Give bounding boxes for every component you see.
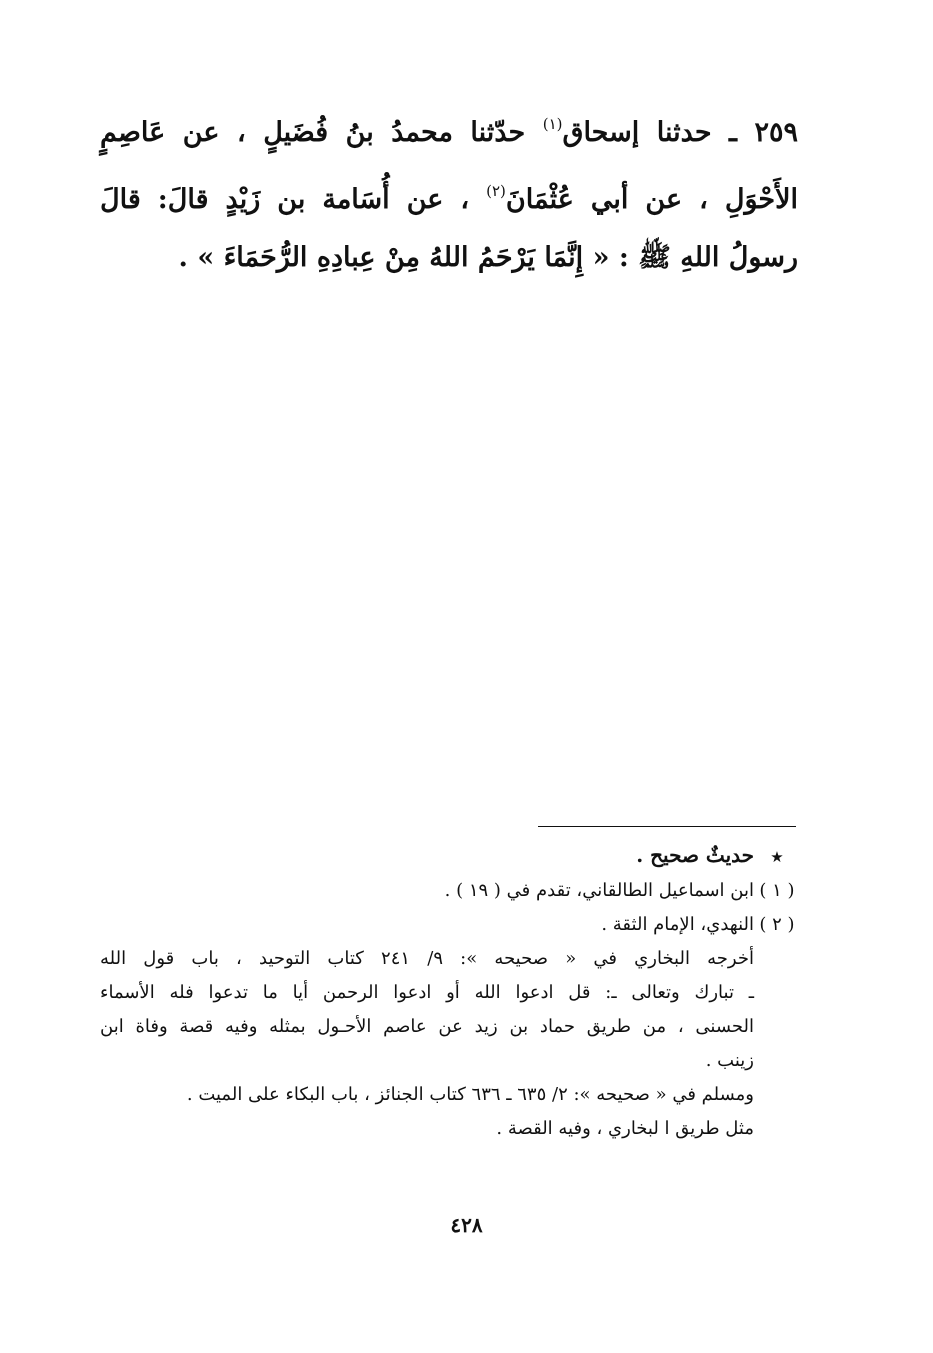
takhrij-line: ومسلم في « صحيحه »: ٢/ ٦٣٥ ـ ٦٣٦ كتاب الجنائز ، باب البكاء على الميت . [186,1084,754,1105]
takhrij-line: زينب . [705,1050,754,1071]
takhrij-line: الحسنى ، من طريق حماد بن زيد عن عاصم الأحـول بمثله وفيه قصة وفاة ابن [100,1016,754,1037]
hadith-line-1 [100,95,798,162]
footnote-2 [100,908,800,942]
takhrij-line: مثل طريق ا لبخاري ، وفيه القصة . [496,1118,754,1139]
footnote-separator [538,826,796,827]
hadith-line-2-end: ، عن أُسَامة بن زَيْدٍ قالَ: قالَ [100,184,487,215]
hadith-line-1-end: حدّثنا محمدُ بنُ فُضَيلٍ ، عن عَاصِمٍ [100,117,543,148]
page-number: ٤٢٨ [450,1213,483,1237]
takhrij-muslim [100,1078,754,1146]
footnote-1-text: ابن اسماعيل الطالقاني، تقدم في ( ١٩ ) . [444,880,754,901]
footnote-2-number: ( ٢ ) [759,914,795,935]
hadith-line-3: رسولُ اللهِ ﷺ : « إِنَّمَا يَرْحَمُ اللهُ مِنْ عِبادِهِ الرُّحَمَاءَ » . [178,242,798,273]
hadith-line-1-start: ٢٥٩ ـ حدثنا إسحاق [562,117,798,148]
footnote-ref-1: (١) [542,115,563,133]
hadith-line-2-start: الأَحْوَلِ ، عن أبي عُثْمَانَ [505,184,798,215]
footnote-2-text: النهدي، الإمام الثقة . [601,914,754,935]
grade-text: حديثٌ صحيح . [636,843,754,867]
takhrij-bukhari [100,942,754,1078]
star-icon: ★ [770,848,784,866]
footnote-ref-2: (٢) [486,182,506,200]
takhrij-line: ـ تبارك وتعالى ـ: قل ادعوا الله أو ادعوا الرحمن أيا ما تدعوا فله الأسماء [100,982,754,1003]
footnote-1 [100,874,800,908]
hadith-text [100,95,798,287]
hadith-grade [100,838,800,874]
takhrij-line: أخرجه البخاري في « صحيحه »: ٩/ ٢٤١ كتاب التوحيد ، باب قول الله [100,948,754,969]
footnote-1-number: ( ١ ) [759,880,795,901]
footnotes [100,838,800,1146]
hadith-line-2 [100,162,798,229]
